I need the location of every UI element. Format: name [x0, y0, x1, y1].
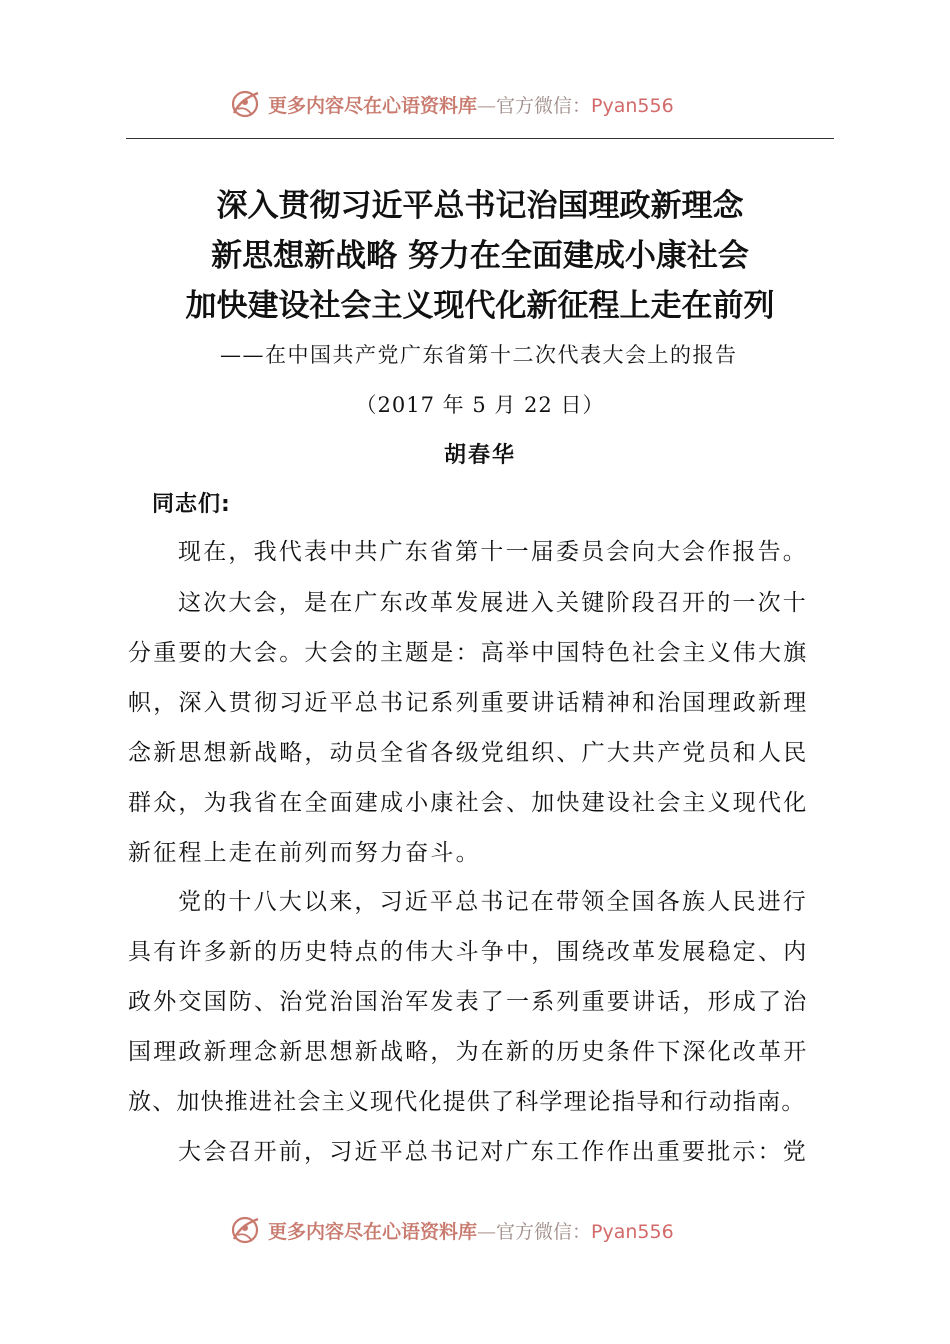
watermark-dash: —: [477, 94, 497, 117]
body-line: 群众，为我省在全面建成小康社会、加快建设社会主义现代化: [128, 790, 809, 816]
body-line: 分重要的大会。大会的主题是：高举中国特色社会主义伟大旗: [128, 640, 809, 666]
watermark-sub: 官方微信：: [496, 94, 592, 117]
salutation: 同志们:: [152, 492, 231, 517]
footer-watermark: [228, 1210, 674, 1250]
header-rule: [126, 138, 834, 139]
body-line: 政外交国防、治党治国治军发表了一系列重要讲话，形成了治: [128, 989, 809, 1015]
body-line: 念新思想新战略，动员全省各级党组织、广大共产党员和人民: [128, 740, 809, 766]
watermark-id: Pyan556: [591, 1220, 674, 1243]
body-line: 国理政新理念新思想新战略，为在新的历史条件下深化改革开: [128, 1039, 809, 1065]
watermark-dash: —: [477, 1220, 497, 1243]
body-line: 帜，深入贯彻习近平总书记系列重要讲话精神和治国理政新理: [128, 690, 809, 716]
body-line: 党的十八大以来，习近平总书记在带领全国各族人民进行: [178, 889, 808, 915]
author: 胡春华: [443, 443, 516, 468]
logo-icon: [228, 1213, 262, 1247]
title-line-1: 深入贯彻习近平总书记治国理政新理念: [216, 188, 744, 224]
body-line: 这次大会，是在广东改革发展进入关键阶段召开的一次十: [178, 590, 808, 616]
watermark-sub: 官方微信：: [496, 1220, 592, 1243]
logo-icon: [228, 87, 262, 121]
watermark-text: [268, 91, 674, 118]
watermark-id: Pyan556: [591, 94, 674, 117]
body-line: 具有许多新的历史特点的伟大斗争中，围绕改革发展稳定、内: [128, 939, 809, 965]
watermark-main: 更多内容尽在心语资料库: [268, 94, 478, 117]
subtitle: ——在中国共产党广东省第十二次代表大会上的报告: [220, 343, 738, 367]
body-line: 现在，我代表中共广东省第十一届委员会向大会作报告。: [178, 539, 808, 565]
title-line-2: 新思想新战略 努力在全面建成小康社会: [211, 238, 749, 274]
body-line: 新征程上走在前列而努力奋斗。: [128, 840, 481, 866]
report-date: （2017 年 5 月 22 日）: [355, 393, 605, 417]
header-watermark: [228, 84, 674, 124]
body-line: 放、加快推进社会主义现代化提供了科学理论指导和行动指南。: [128, 1089, 806, 1115]
body-line: 大会召开前，习近平总书记对广东工作作出重要批示：党: [178, 1139, 808, 1165]
title-line-3: 加快建设社会主义现代化新征程上走在前列: [185, 288, 775, 324]
watermark-main: 更多内容尽在心语资料库: [268, 1220, 478, 1243]
watermark-text: [268, 1217, 674, 1244]
